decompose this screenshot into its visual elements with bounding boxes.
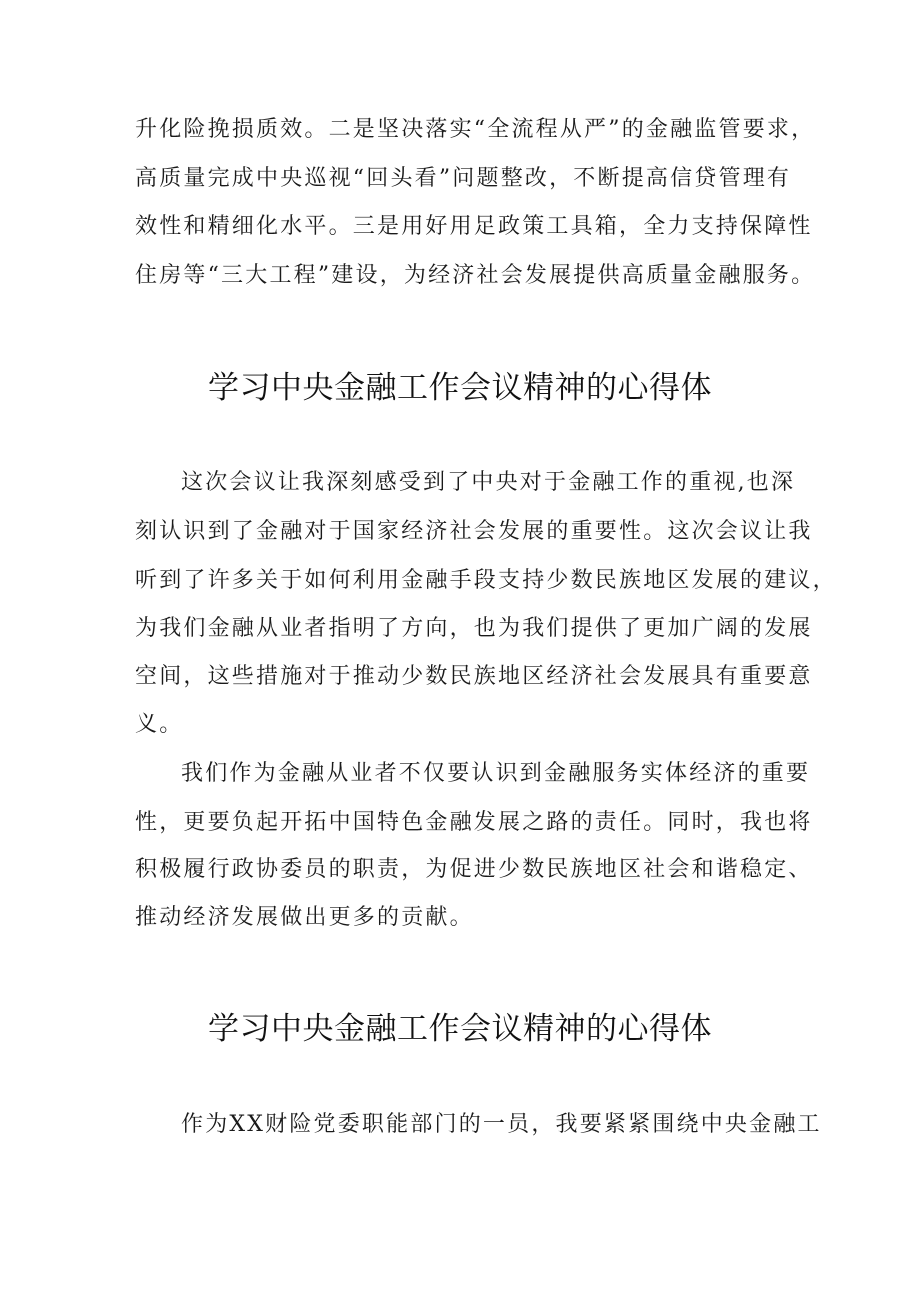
section-heading: 学习中央金融工作会议精神的心得体 xyxy=(208,1011,712,1047)
paragraph-line: 作为XX财险党委职能部门的一员，我要紧紧围绕中央金融工 xyxy=(181,1112,822,1137)
paragraph-line: 升化险挽损质效。二是坚决落实“全流程从严”的金融监管要求， xyxy=(135,117,816,142)
paragraph-line: 积极履行政协委员的职责，为促进少数民族地区社会和谐稳定、 xyxy=(135,857,813,882)
paragraph-line: 听到了许多关于如何利用金融手段支持少数民族地区发展的建议， xyxy=(135,568,837,593)
paragraph-line: 效性和精细化水平。三是用好用足政策工具箱，全力支持保障性 xyxy=(135,214,813,239)
paragraph-line: 刻认识到了金融对于国家经济社会发展的重要性。这次会议让我 xyxy=(135,519,813,544)
paragraph-line: 性，更要负起开拓中国特色金融发展之路的责任。同时，我也将 xyxy=(135,810,813,835)
paragraph-line: 为我们金融从业者指明了方向，也为我们提供了更加广阔的发展 xyxy=(135,616,813,641)
paragraph-line: 推动经济发展做出更多的贡献。 xyxy=(135,905,474,930)
paragraph-line: 高质量完成中央巡视“回头看”问题整改，不断提高信贷管理有 xyxy=(135,166,792,191)
paragraph-line: 这次会议让我深刻感受到了中央对于金融工作的重视,也深 xyxy=(181,470,796,495)
paragraph-line: 我们作为金融从业者不仅要认识到金融服务实体经济的重要 xyxy=(181,761,811,786)
paragraph-line: 义。 xyxy=(135,712,184,737)
paragraph-line: 住房等“三大工程”建设，为经济社会发展提供高质量金融服务。 xyxy=(135,263,816,288)
paragraph-line: 空间，这些措施对于推动少数民族地区经济社会发展具有重要意 xyxy=(135,664,813,689)
section-heading: 学习中央金融工作会议精神的心得体 xyxy=(208,370,712,406)
